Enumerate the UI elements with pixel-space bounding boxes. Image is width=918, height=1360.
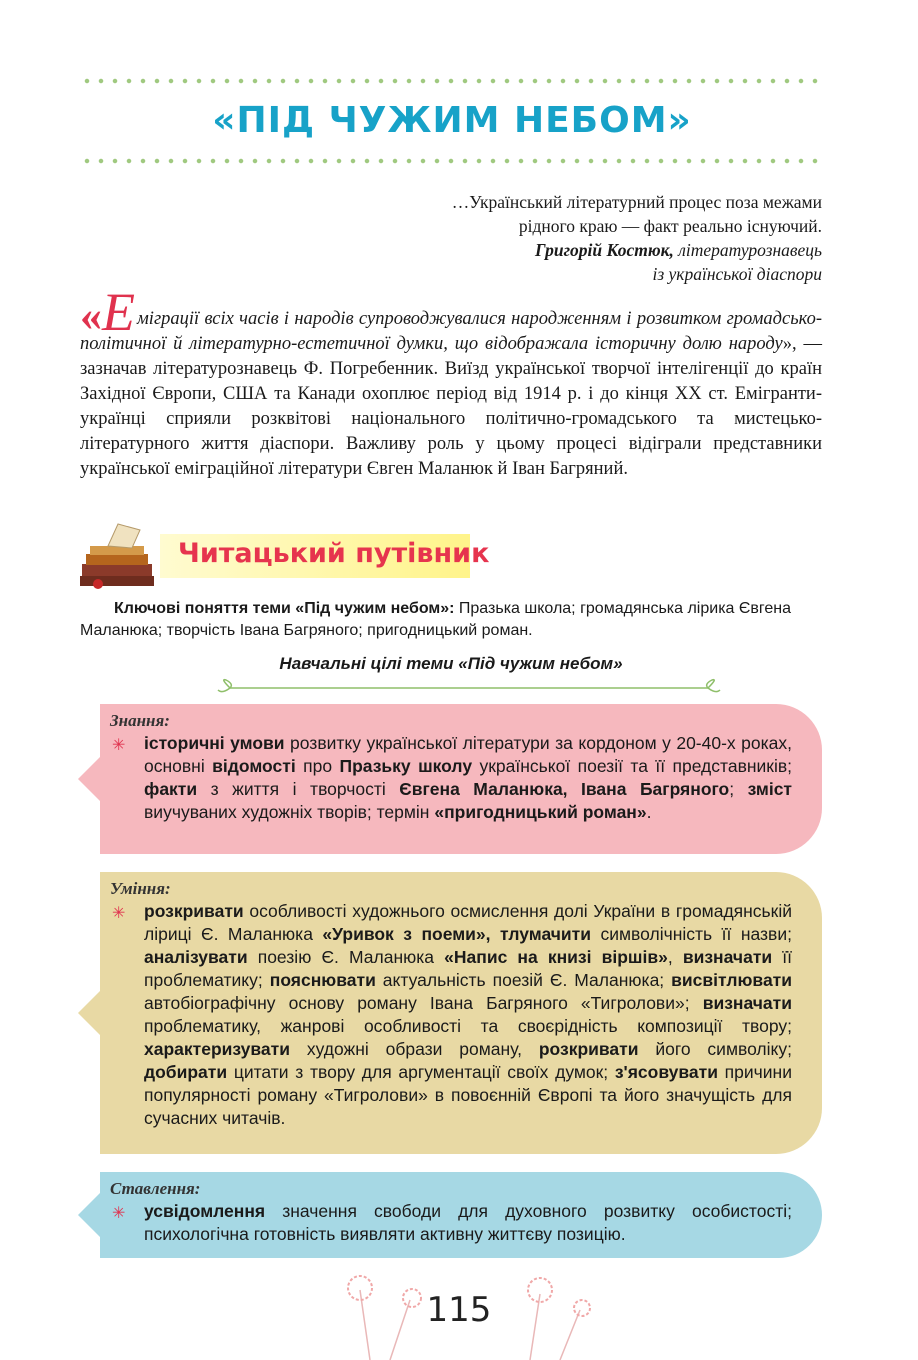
knowledge-box <box>100 704 822 854</box>
text: про <box>295 756 340 776</box>
text: особливості художнього осмислення долі України в громадянській ліриці Є. Маланюка <box>144 901 792 944</box>
epigraph-author-role: літературознавець <box>678 240 822 260</box>
text: автобіографічну основу роману Івана Багряного «Тигролови»; <box>144 993 703 1013</box>
term: визначати <box>682 947 773 967</box>
term: факти <box>144 779 198 799</box>
top-ornament-border <box>80 72 824 88</box>
text: художні образи роману, <box>289 1039 539 1059</box>
attitude-text <box>110 1200 792 1246</box>
asterisk-icon: ✳ <box>112 1205 126 1222</box>
term: відомості <box>212 756 296 776</box>
title-ornament-border <box>80 152 824 168</box>
term: «Напис на книзі віршів» <box>444 947 668 967</box>
term: добирати <box>144 1062 228 1082</box>
term: історичні умови <box>144 733 285 753</box>
text: української поезії та її представників; <box>472 756 793 776</box>
term: характеризувати <box>144 1039 290 1059</box>
term: з'ясовувати <box>614 1062 718 1082</box>
term: усвідомлення <box>144 1201 266 1221</box>
term: розкривати <box>144 901 244 921</box>
term: Празьку школу <box>339 756 473 776</box>
text: його символіку; <box>638 1039 792 1059</box>
skills-label: Уміння: <box>110 879 171 898</box>
epigraph-line: …Український літературний процес поза межами <box>451 192 822 212</box>
term: Євгена Маланюка, Івана Багряного <box>399 779 730 799</box>
text: символічність її назви; <box>591 924 792 944</box>
text: поезію Є. Маланюка <box>247 947 445 967</box>
intro-quote-text: міграції всіх часів і народів супроводжувалися народженням і розвитком громадсько-політичної й літературно-естетичної думки, що відображала історичну долю народу <box>80 309 822 354</box>
term: «Уривок з поеми», тлумачити <box>322 924 591 944</box>
books-icon <box>78 520 158 590</box>
epigraph-author <box>302 238 822 262</box>
knowledge-text <box>110 732 792 824</box>
epigraph <box>302 190 822 286</box>
attitude-box <box>100 1172 822 1258</box>
text: розвитку української літератури за кордоном у 20-40-х роках, основні <box>144 733 793 776</box>
asterisk-icon: ✳ <box>112 905 126 922</box>
term: розкривати <box>538 1039 639 1059</box>
term: визначати <box>702 993 792 1013</box>
intro-paragraph <box>80 282 823 482</box>
epigraph-line: рідного краю — факт реально існуючий. <box>518 216 822 236</box>
text: , <box>667 947 683 967</box>
key-concepts-text: Празька школа; громадянська лірика Євгена Маланюка; творчість Івана Багряного; пригодницький роман. <box>80 600 792 639</box>
skills-text <box>110 900 792 1130</box>
term: пояснювати <box>269 970 376 990</box>
term: висвітлювати <box>671 970 793 990</box>
text: актуальність поезій Є. Маланюка; <box>375 970 672 990</box>
epigraph-author-name: Григорій Костюк, <box>535 240 674 260</box>
text: значення свободи для духовного розвитку особистості; психологічна готовність виявляти активну життєву позицію. <box>144 1201 792 1244</box>
vine-divider-icon <box>216 678 722 698</box>
term: аналізувати <box>144 947 248 967</box>
text: з життя і творчості <box>197 779 400 799</box>
text: причини популярності роману «Тигролови» в повоєнній Європі та його значущість для сучасних читачів. <box>144 1062 792 1128</box>
knowledge-label: Знання: <box>110 711 170 730</box>
text: . <box>646 802 652 822</box>
key-concepts-label: Ключові поняття теми «Під чужим небом»: <box>114 600 455 617</box>
attitude-label: Ставлення: <box>110 1179 201 1198</box>
intro-body-text: », — зазначав літературознавець Ф. Погребенник. Виїзд української творчої інтелігенції до країн Західної Європи, США та Канади охоплює період від 1914 р. і до кінця XX ст. Емігранти-українці сприяли розквітові національного політично-громадського та мистецько-літературного життя діаспори. Важливу роль у цьому процесі відіграли представники української еміграційної літератури Євген Маланюк й Іван Багряний. <box>80 334 823 479</box>
term: зміст <box>747 779 792 799</box>
open-quote: « <box>80 291 102 340</box>
text: цитати з твору для аргументації своїх думок; <box>227 1062 615 1082</box>
text: ; <box>729 779 748 799</box>
key-concepts <box>80 598 822 642</box>
page-number: 115 <box>426 1290 492 1330</box>
term: «пригодницький роман» <box>434 802 647 822</box>
skills-box <box>100 872 822 1154</box>
drop-cap: Е <box>102 282 135 342</box>
asterisk-icon: ✳ <box>112 737 126 754</box>
text: виучуваних художніх творів; термін <box>144 802 435 822</box>
epigraph-author-role-2: із української діаспори <box>652 264 822 284</box>
learning-goals-title: Навчальні цілі теми «Під чужим небом» <box>279 654 623 673</box>
text: проблематику, жанрові особливості та своєрідність композиції твору; <box>144 1016 792 1036</box>
text: її проблематику; <box>144 947 792 990</box>
page-title: «ПІД ЧУЖИМ НЕБОМ» <box>212 100 692 141</box>
reader-guide-title: Читацький путівник <box>178 538 490 569</box>
